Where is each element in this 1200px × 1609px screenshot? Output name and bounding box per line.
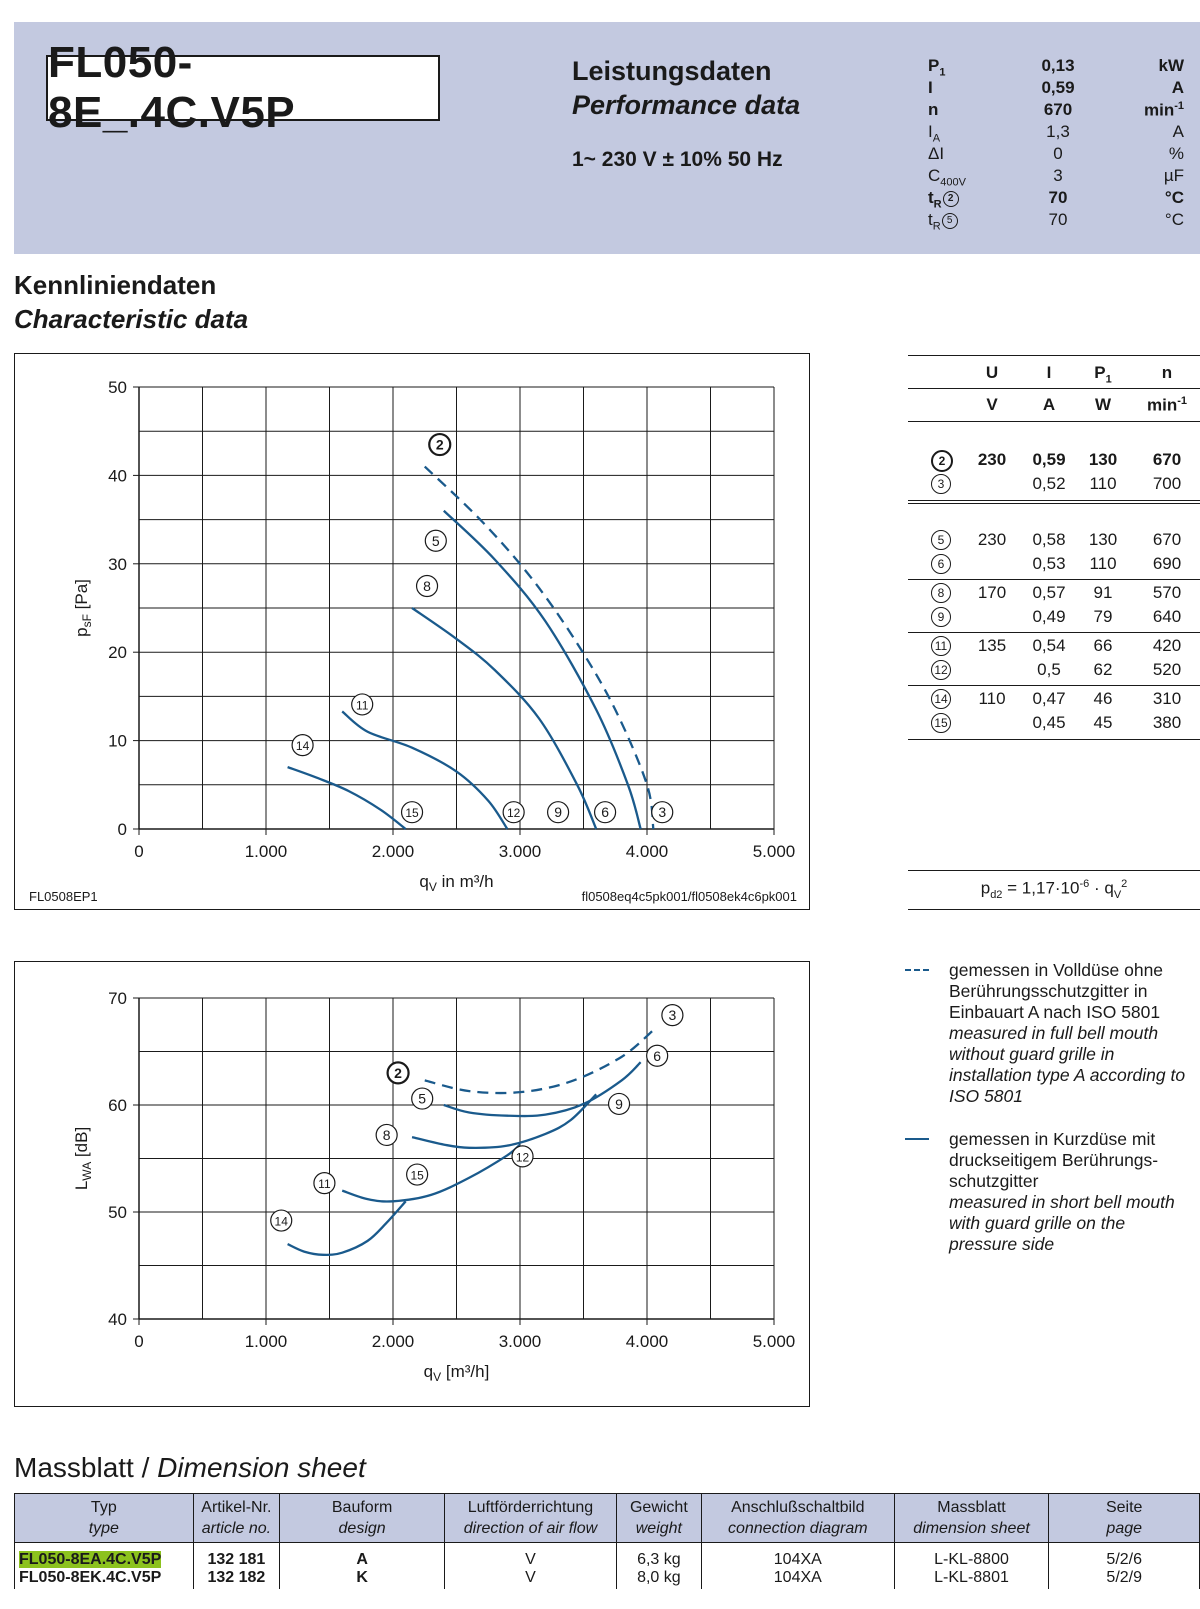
curve-11 — [342, 711, 507, 829]
dimension-value-text: L-KL-8801 — [934, 1569, 1009, 1586]
table-unit-cell: W — [1094, 395, 1112, 414]
dimension-header-cell — [1049, 1494, 1200, 1543]
x-tick-label: 0 — [134, 1332, 144, 1351]
dimension-cell-page — [1049, 1543, 1200, 1590]
dimension-header-cell — [280, 1494, 445, 1543]
x-tick-label: 1.000 — [244, 1332, 288, 1351]
curve-number-label: 15 — [405, 806, 419, 821]
dimension-title-en: Dimension sheet — [157, 1452, 366, 1483]
table-rule — [908, 579, 1200, 580]
dimension-value-text: 104XA — [773, 1569, 822, 1586]
table-cell: 0,53 — [1032, 554, 1066, 573]
spec-unit-sup: -1 — [1174, 100, 1184, 112]
table-cell: 230 — [977, 530, 1007, 549]
header-en: connection diagram — [727, 1520, 868, 1537]
table-row — [908, 660, 1200, 684]
table-cell: 0,49 — [1032, 607, 1066, 626]
table-cell: 130 — [1088, 530, 1118, 549]
table-cell: 46 — [1093, 689, 1113, 708]
curve-number-label: 11 — [355, 698, 369, 713]
legend-dashed — [905, 960, 1195, 1107]
curve-number-label: 5 — [431, 532, 440, 549]
y-tick-label: 0 — [117, 820, 127, 839]
dimension-header-cell — [894, 1494, 1049, 1543]
table-cell: 230 — [977, 450, 1007, 469]
table-cell: 670 — [1152, 450, 1182, 469]
dimension-header-cell — [445, 1494, 617, 1543]
dimension-value — [198, 1569, 275, 1587]
spec-value: 3 — [1053, 166, 1063, 185]
spec-symbol-sub: A — [932, 132, 941, 145]
curve-8 — [412, 608, 596, 829]
dimension-value-text: 8,0 kg — [637, 1569, 681, 1586]
curve-number-icon: 5 — [931, 530, 951, 550]
x-tick-label: 0 — [134, 842, 144, 861]
sound-level-chart-svg — [15, 962, 811, 1408]
table-row — [908, 689, 1200, 713]
header-en: dimension sheet — [913, 1520, 1030, 1537]
dimension-value — [284, 1569, 440, 1587]
dimension-value-text: A — [356, 1551, 368, 1568]
curve-number-icon: 5 — [942, 213, 958, 229]
characteristic-title-en: Characteristic data — [14, 304, 249, 334]
curve-number-label: 14 — [274, 1214, 288, 1229]
pressure-formula — [908, 870, 1200, 910]
spec-symbol: $t_R$ 5 — [928, 210, 958, 232]
table-cell: 110 — [978, 689, 1006, 708]
dimension-cell-design — [280, 1543, 445, 1590]
header-de: Massblatt — [937, 1499, 1006, 1516]
table-cell: 670 — [1152, 530, 1182, 549]
curve-11 — [342, 1145, 520, 1202]
dimension-cell-diagram — [701, 1543, 894, 1590]
header-sub: 1 — [1105, 373, 1112, 386]
dimension-value — [284, 1551, 440, 1569]
dimension-value-text: 132 182 — [207, 1569, 266, 1586]
table-unit-cell: V — [986, 395, 998, 414]
spec-row — [928, 210, 1184, 232]
spec-row — [928, 100, 1184, 122]
header-en: weight — [635, 1520, 682, 1537]
spec-unit: % — [1168, 144, 1184, 163]
table-cell: 640 — [1152, 607, 1182, 626]
header-de: Anschlußschaltbild — [731, 1499, 865, 1516]
spec-symbol-sub: 1 — [939, 66, 946, 79]
table-rule — [908, 503, 1200, 504]
dimension-value-text: K — [356, 1569, 368, 1586]
performance-title — [572, 54, 800, 122]
legend-solid-de: gemessen in Kurzdüse mit druckseitigem Berührungsschutzgitter — [949, 1129, 1159, 1191]
curve-number-label: 3 — [668, 1007, 677, 1024]
dimension-value-text: L-KL-8800 — [934, 1551, 1009, 1568]
curve-number-icon: 6 — [931, 554, 951, 574]
curve-number-label: 2 — [435, 436, 444, 453]
y-tick-label: 70 — [108, 989, 127, 1008]
curve-number-label: 15 — [410, 1168, 424, 1183]
dimension-value — [1053, 1569, 1195, 1587]
table-cell: 45 — [1093, 713, 1113, 732]
spec-symbol: $C_{400V}$ — [928, 166, 966, 189]
table-row — [908, 713, 1200, 737]
curve-number-icon: 11 — [931, 636, 951, 656]
spec-value: 0,59 — [1041, 78, 1075, 97]
spec-symbol-sub: 400V — [940, 176, 966, 189]
dimension-value-text: FL050-8EA.4C.V5P — [19, 1551, 162, 1568]
chart-footer-right: fl0508eq4c5pk001/fl0508ek4c6pk001 — [581, 889, 797, 904]
table-rule — [908, 739, 1200, 740]
curve-number-icon: 3 — [931, 474, 951, 494]
header-de: Bauform — [331, 1499, 393, 1516]
dimension-value — [449, 1551, 612, 1569]
formula-sub: V — [1113, 889, 1122, 902]
y-tick-label: 30 — [108, 554, 127, 574]
table-unit-row — [908, 395, 1200, 419]
table-cell: 0,58 — [1032, 530, 1066, 549]
dimension-value-text: 5/2/6 — [1106, 1551, 1143, 1568]
curve-number-label: 12 — [515, 1150, 530, 1165]
curve-number-icon: 9 — [931, 607, 951, 627]
y-tick-label: 40 — [108, 466, 127, 486]
curve-5 — [444, 511, 641, 829]
table-row — [908, 474, 1200, 498]
dimension-header-cell — [193, 1494, 279, 1543]
dimension-value — [706, 1551, 890, 1569]
spec-value: 70 — [1048, 210, 1068, 229]
dimension-value — [899, 1569, 1045, 1587]
curve-14 — [288, 767, 406, 829]
table-cell: 0,54 — [1032, 636, 1066, 655]
spec-symbol: n — [928, 100, 939, 119]
curve-number-icon: 14 — [931, 689, 951, 709]
y-tick-label: 40 — [108, 1310, 127, 1329]
spec-unit: °C — [1164, 188, 1184, 207]
table-rule — [908, 685, 1200, 686]
performance-title-en: Performance data — [572, 90, 801, 120]
spec-unit: A — [1171, 78, 1184, 97]
table-rule — [908, 355, 1200, 356]
legend-solid-en: measured in short bell mouth with guard grille on the pressure side — [949, 1192, 1175, 1254]
dimension-cell-article — [193, 1543, 279, 1590]
spec-value: 1,3 — [1046, 122, 1070, 141]
curve-number-label: 12 — [506, 806, 521, 821]
spec-value: 0,13 — [1041, 56, 1075, 75]
curve-number-label: 3 — [658, 804, 667, 821]
y-tick-label: 20 — [108, 643, 127, 663]
curve-number-icon: 8 — [931, 583, 951, 603]
x-tick-label: 5.000 — [752, 1332, 796, 1351]
table-cell: 110 — [1089, 554, 1117, 573]
table-cell: 62 — [1093, 660, 1113, 679]
table-cell: 0,5 — [1037, 660, 1061, 679]
formula-sup: 2 — [1121, 878, 1128, 891]
spec-row — [928, 56, 1184, 78]
x-tick-label: 4.000 — [625, 842, 669, 861]
header-de: Gewicht — [629, 1499, 688, 1516]
x-axis-label: $q_V$ [m³/h] — [423, 1362, 490, 1384]
spec-symbol: $I_A$ — [928, 122, 941, 145]
y-tick-label: 50 — [108, 1203, 127, 1222]
table-header-cell: n — [1161, 363, 1173, 382]
header-de: Seite — [1105, 1499, 1143, 1516]
table-header-cell: $P_1$ — [1094, 363, 1112, 386]
table-rule — [908, 500, 1200, 501]
formula-sup: -6 — [1079, 878, 1090, 891]
spec-value: 70 — [1048, 188, 1068, 207]
x-tick-label: 3.000 — [498, 1332, 542, 1351]
spec-value: 0 — [1053, 144, 1063, 163]
x-tick-label: 3.000 — [498, 842, 542, 861]
table-header-row — [908, 363, 1200, 387]
y-tick-label: 60 — [108, 1096, 127, 1115]
table-unit-cell: $\min^{-1}$ — [1146, 395, 1187, 415]
table-cell: 700 — [1152, 474, 1182, 493]
dimension-cell-weight — [616, 1543, 701, 1590]
spec-symbol: $P_1$ — [928, 56, 946, 79]
curve-number-label: 8 — [382, 1126, 391, 1143]
pressure-chart-svg — [15, 354, 811, 911]
dimension-title-de: Massblatt / — [14, 1452, 158, 1483]
x-tick-label: 5.000 — [752, 842, 796, 861]
header-de: Artikel-Nr. — [201, 1499, 272, 1516]
spec-symbol: I — [928, 78, 933, 97]
table-cell: 690 — [1152, 554, 1182, 573]
table-rule — [908, 388, 1200, 389]
spec-symbol-sub: R — [932, 220, 941, 233]
legend-dashed-de: gemessen in Volldüse ohne Berührungsschutzgitter in Einbauart A nach ISO 5801 — [949, 960, 1164, 1022]
dimension-cell-flow — [445, 1543, 617, 1590]
spec-symbol: ΔI — [928, 144, 945, 163]
table-cell: 0,59 — [1032, 450, 1066, 469]
legend-dashed-en: measured in full bell mouth without guard grille in installation type A according to ISO 5801 — [949, 1023, 1186, 1106]
spec-unit: A — [1172, 122, 1184, 141]
table-cell: 0,52 — [1032, 474, 1066, 493]
table-row — [908, 530, 1200, 554]
table-row — [15, 1543, 1200, 1590]
curve-14 — [288, 1201, 406, 1255]
curve-number-icon: 12 — [931, 660, 951, 680]
table-cell: 0,45 — [1032, 713, 1066, 732]
x-axis-label: $q_V$ in m³/h — [419, 872, 494, 894]
sound-level-chart — [14, 961, 810, 1407]
solid-line-icon — [905, 1138, 929, 1140]
spec-row — [928, 144, 1184, 166]
spec-row — [928, 78, 1184, 100]
formula-sub: d2 — [990, 889, 1003, 902]
dimension-table — [14, 1493, 1200, 1589]
voltage-rating: 1~ 230 V ± 10% 50 Hz — [572, 148, 783, 171]
table-cell: 79 — [1093, 607, 1113, 626]
curve-number-label: 9 — [554, 804, 562, 821]
spec-row — [928, 188, 1184, 210]
spec-unit: $\min^{-1}$ — [1143, 100, 1184, 120]
x-tick-label: 2.000 — [371, 1332, 415, 1351]
characteristic-title-de: Kennliniendaten — [14, 270, 217, 300]
dimension-value-text: 5/2/9 — [1106, 1569, 1143, 1586]
spec-symbol: $t_R$ 2 — [928, 188, 959, 210]
dimension-value — [621, 1569, 697, 1587]
table-row — [908, 607, 1200, 631]
spec-symbol-sub: R — [933, 198, 942, 211]
curve-8 — [412, 1094, 596, 1148]
spec-unit: °C — [1164, 210, 1184, 229]
performance-spec-list — [928, 56, 1184, 232]
dimension-header-cell — [616, 1494, 701, 1543]
dimension-value — [706, 1569, 890, 1587]
curve-number-label: 6 — [601, 804, 609, 821]
table-cell: 310 — [1152, 689, 1182, 708]
table-cell: 520 — [1152, 660, 1182, 679]
header-en: design — [338, 1520, 386, 1537]
x-tick-label: 1.000 — [244, 842, 288, 861]
x-tick-label: 4.000 — [625, 1332, 669, 1351]
dimension-value — [19, 1569, 189, 1587]
header-en: page — [1106, 1520, 1143, 1537]
spec-value: 670 — [1043, 100, 1073, 119]
dimension-value-text: 104XA — [773, 1551, 822, 1568]
unit-sup: -1 — [1177, 395, 1187, 407]
curve-number-label: 8 — [423, 578, 431, 594]
curve-number-label: 11 — [318, 1177, 331, 1192]
spec-unit: kW — [1158, 56, 1184, 75]
dimension-value-text: V — [525, 1569, 536, 1586]
y-tick-label: 10 — [108, 731, 127, 751]
dimension-value-text: FL050-8EK.4C.V5P — [19, 1569, 162, 1586]
spec-row — [928, 166, 1184, 188]
dimension-value — [198, 1551, 275, 1569]
header-en: type — [88, 1520, 119, 1537]
table-unit-cell: A — [1042, 395, 1056, 414]
table-cell: 91 — [1093, 583, 1113, 602]
curve-number-label: 14 — [295, 739, 310, 754]
legend-solid — [905, 1129, 1195, 1255]
spec-unit: µF — [1163, 166, 1184, 185]
y-tick-label: 50 — [108, 378, 127, 397]
curve-number-label: 6 — [653, 1047, 662, 1064]
x-tick-label: 2.000 — [371, 842, 415, 861]
table-cell: 0,47 — [1032, 689, 1066, 708]
characteristic-title — [14, 268, 248, 336]
header-de: Typ — [90, 1499, 117, 1516]
model-title: FL050-8E_.4C.V5P — [46, 55, 440, 121]
table-row — [908, 450, 1200, 474]
header-en: article no. — [201, 1520, 272, 1537]
table-header-cell: I — [1046, 363, 1052, 382]
dimension-sheet-title — [14, 1452, 366, 1484]
dashed-line-icon — [905, 969, 929, 971]
curve-number-icon: 2 — [931, 450, 953, 472]
table-cell: 0,57 — [1032, 583, 1066, 602]
spec-row — [928, 122, 1184, 144]
dimension-header-cell — [701, 1494, 894, 1543]
table-cell: 420 — [1152, 636, 1182, 655]
dimension-value — [899, 1551, 1045, 1569]
curve-number-icon: 2 — [943, 191, 959, 207]
pressure-chart — [14, 353, 810, 910]
header-en: direction of air flow — [463, 1520, 598, 1537]
table-row — [908, 554, 1200, 578]
dimension-value-text: 132 181 — [207, 1551, 266, 1568]
curve-number-icon: 15 — [931, 713, 951, 733]
table-cell: 110 — [1089, 474, 1117, 493]
dimension-header-cell — [15, 1494, 194, 1543]
dimension-value — [19, 1551, 189, 1569]
table-row — [908, 636, 1200, 660]
dimension-cell-sheet — [894, 1543, 1049, 1590]
table-cell: 130 — [1088, 450, 1118, 469]
dimension-value — [621, 1551, 697, 1569]
chart-footer-left: FL0508EP1 — [29, 889, 98, 904]
table-cell: 66 — [1093, 636, 1113, 655]
table-cell: 380 — [1152, 713, 1182, 732]
table-cell: 570 — [1152, 583, 1182, 602]
table-rule — [908, 421, 1200, 422]
table-rule — [908, 632, 1200, 633]
table-row — [908, 583, 1200, 607]
dimension-value — [449, 1569, 612, 1587]
curve-number-label: 2 — [394, 1064, 402, 1081]
curve-number-label: 9 — [615, 1095, 623, 1112]
dimension-value-text: V — [525, 1551, 536, 1568]
table-cell: 170 — [977, 583, 1007, 602]
performance-title-de: Leistungsdaten — [572, 56, 772, 86]
formula-text: $p_{d2} = 1,17\cdot 10^{-6} \cdot q_V^2$ — [980, 878, 1128, 902]
dimension-value — [1053, 1551, 1195, 1569]
table-cell: 135 — [977, 636, 1007, 655]
dimension-value-text: 6,3 kg — [637, 1551, 681, 1568]
y-axis-label: $L_{WA}$ [dB] — [72, 1126, 94, 1191]
curve-number-label: 5 — [418, 1090, 427, 1107]
table-header-cell: U — [985, 363, 999, 382]
header-de: Luftförderrichtung — [467, 1499, 594, 1516]
y-axis-label: $p_{sF}$ [Pa] — [72, 579, 94, 637]
dimension-cell-type — [15, 1543, 194, 1590]
